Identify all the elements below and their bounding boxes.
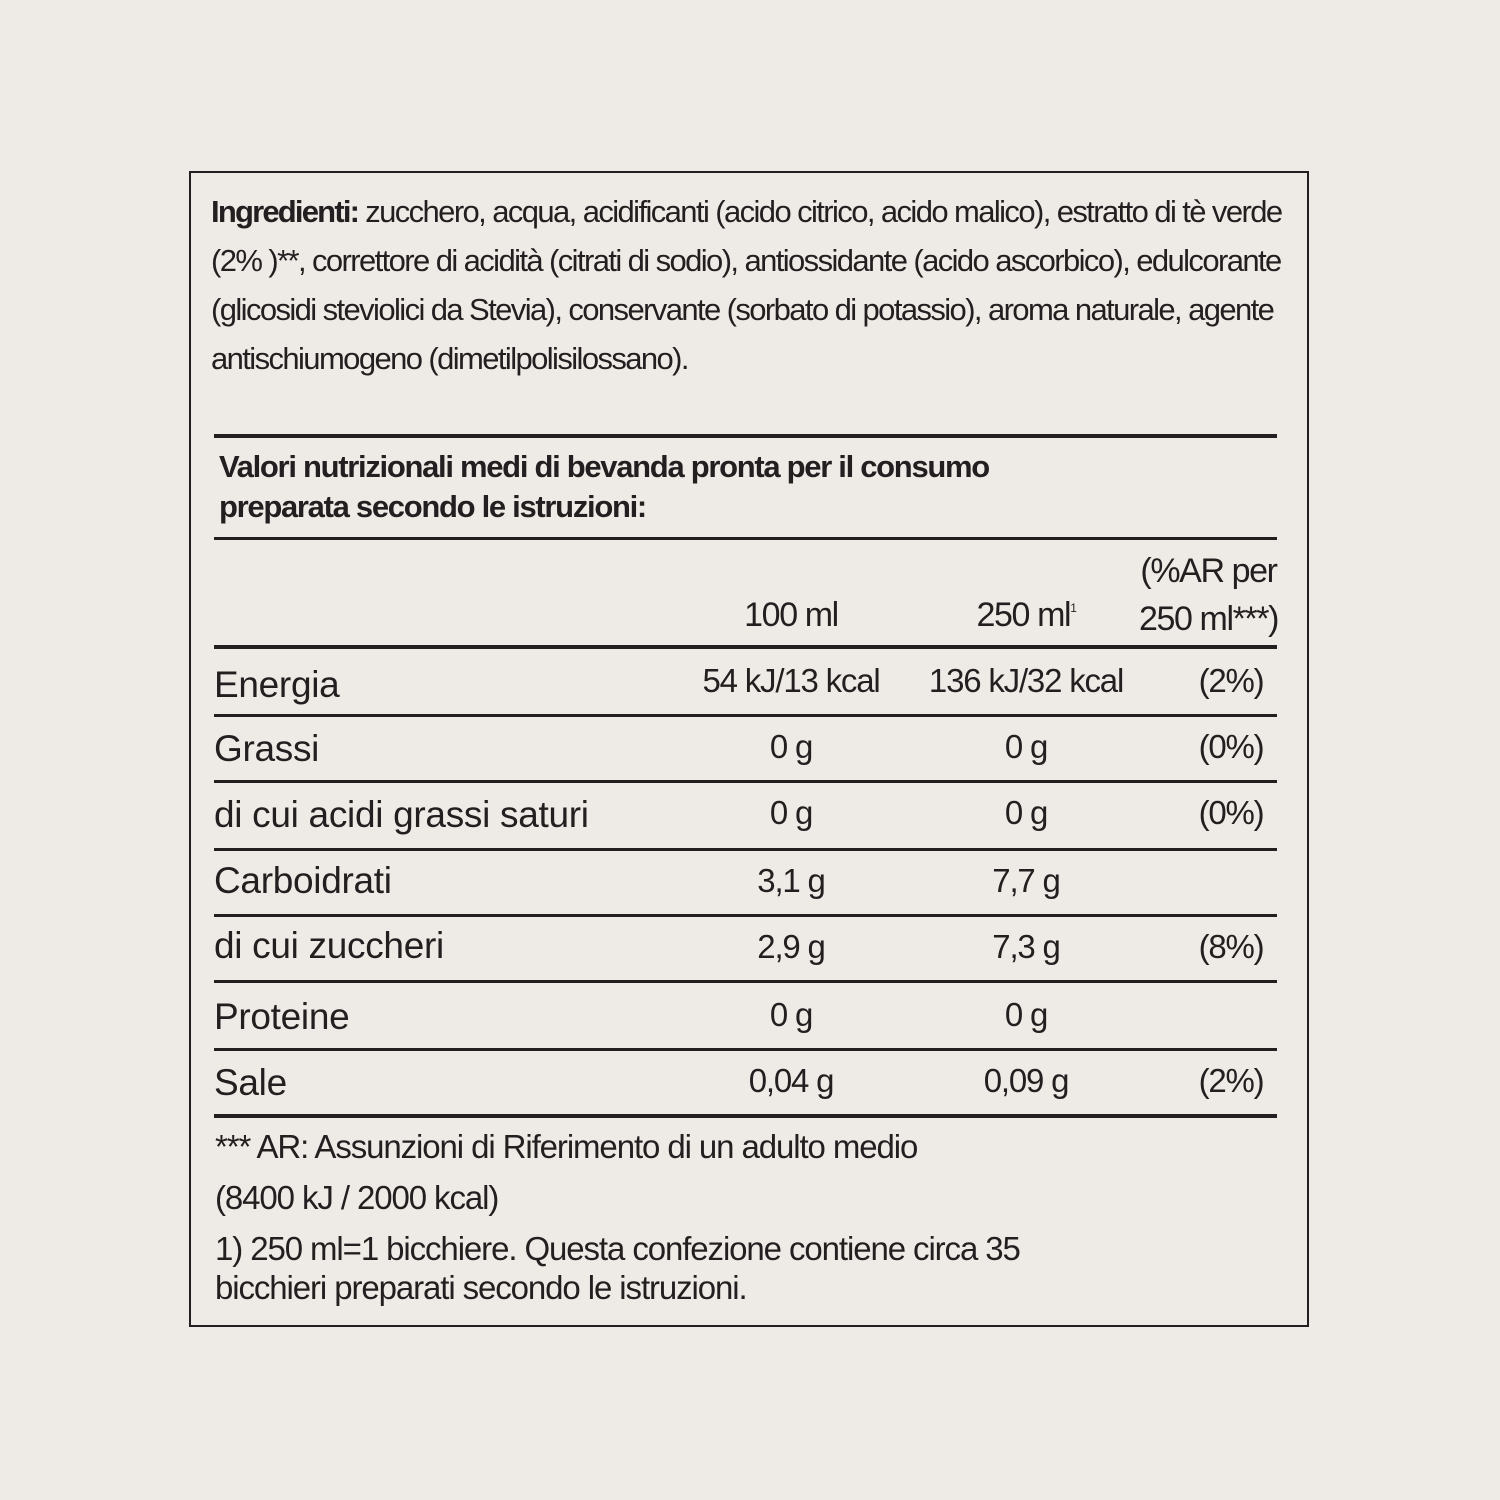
divider: [214, 980, 1277, 983]
ingredients-text: zucchero, acqua, acidificanti (acido citrico, acido malico), estratto di tè verde (2% )**, correttore di acidità (citrati di sodio), antiossidante (acido ascorbico), edulcorante (glicosidi steviolici da Stevia), conservante (sorbato di potassio), aroma naturale, agente antischiumogeno (dimetilpolisilossano).: [211, 194, 1282, 376]
divider: [214, 537, 1277, 540]
column-header-250ml: [896, 596, 1156, 635]
value-100ml: 54 kJ/13 kcal: [702, 662, 880, 699]
value-100ml: 0,04 g: [748, 1062, 834, 1099]
value-100ml: 0 g: [769, 996, 813, 1033]
divider: [214, 1114, 1277, 1118]
nutrition-label-box: [189, 171, 1309, 1327]
row-label: di cui acidi grassi saturi: [214, 794, 589, 835]
column-header-250ml-label: 250 ml: [976, 596, 1071, 634]
column-header-ar-line2: 250 ml***): [1138, 600, 1279, 638]
row-label: di cui zuccheri: [214, 925, 444, 966]
value-ar: (8%): [1198, 928, 1264, 965]
row-label: Proteine: [214, 996, 350, 1037]
value-250ml: 136 kJ/32 kcal: [928, 662, 1124, 699]
footnote-ar-line2: (8400 kJ / 2000 kcal): [215, 1179, 499, 1216]
nutrition-title-line2: preparata secondo le istruzioni:: [219, 489, 646, 524]
value-250ml: 0,09 g: [983, 1062, 1069, 1099]
value-250ml: 0 g: [1004, 728, 1048, 765]
column-header-100ml: 100 ml: [744, 596, 838, 634]
footnote-glass-line2: bicchieri preparati secondo le istruzioni.: [215, 1269, 747, 1306]
column-header-ar-line1: (%AR per: [1140, 552, 1277, 590]
divider: [214, 780, 1277, 783]
divider: [214, 848, 1277, 851]
footnote-ar-line1: *** AR: Assunzioni di Riferimento di un adulto medio: [215, 1128, 918, 1165]
value-250ml: 7,3 g: [992, 928, 1060, 965]
value-250ml: 0 g: [1004, 794, 1048, 831]
row-label: Energia: [214, 664, 340, 705]
divider: [214, 1048, 1277, 1051]
value-250ml: 0 g: [1004, 996, 1048, 1033]
divider: [214, 714, 1277, 717]
footnote-marker: 1: [1070, 601, 1076, 615]
value-ar: (2%): [1198, 1062, 1264, 1099]
ingredients-paragraph: [211, 187, 1291, 383]
value-100ml: 0 g: [769, 794, 813, 831]
nutrition-title-line1: Valori nutrizionali medi di bevanda pronta per il consumo: [219, 449, 989, 484]
row-label: Carboidrati: [214, 860, 392, 901]
divider: [214, 434, 1277, 438]
value-100ml: 0 g: [769, 728, 813, 765]
footnote-glass-line1: 1) 250 ml=1 bicchiere. Questa confezione contiene circa 35: [215, 1230, 1020, 1267]
value-ar: (2%): [1198, 662, 1264, 699]
value-100ml: 3,1 g: [757, 862, 825, 899]
value-100ml: 2,9 g: [757, 928, 825, 965]
value-ar: (0%): [1198, 728, 1264, 765]
nutrition-title: [219, 447, 1279, 527]
ingredients-heading: Ingredienti:: [211, 194, 359, 229]
row-label: Sale: [214, 1062, 287, 1103]
row-label: Grassi: [214, 728, 320, 769]
value-ar: (0%): [1198, 794, 1264, 831]
divider: [214, 914, 1277, 917]
value-250ml: 7,7 g: [992, 862, 1060, 899]
divider: [214, 645, 1277, 649]
